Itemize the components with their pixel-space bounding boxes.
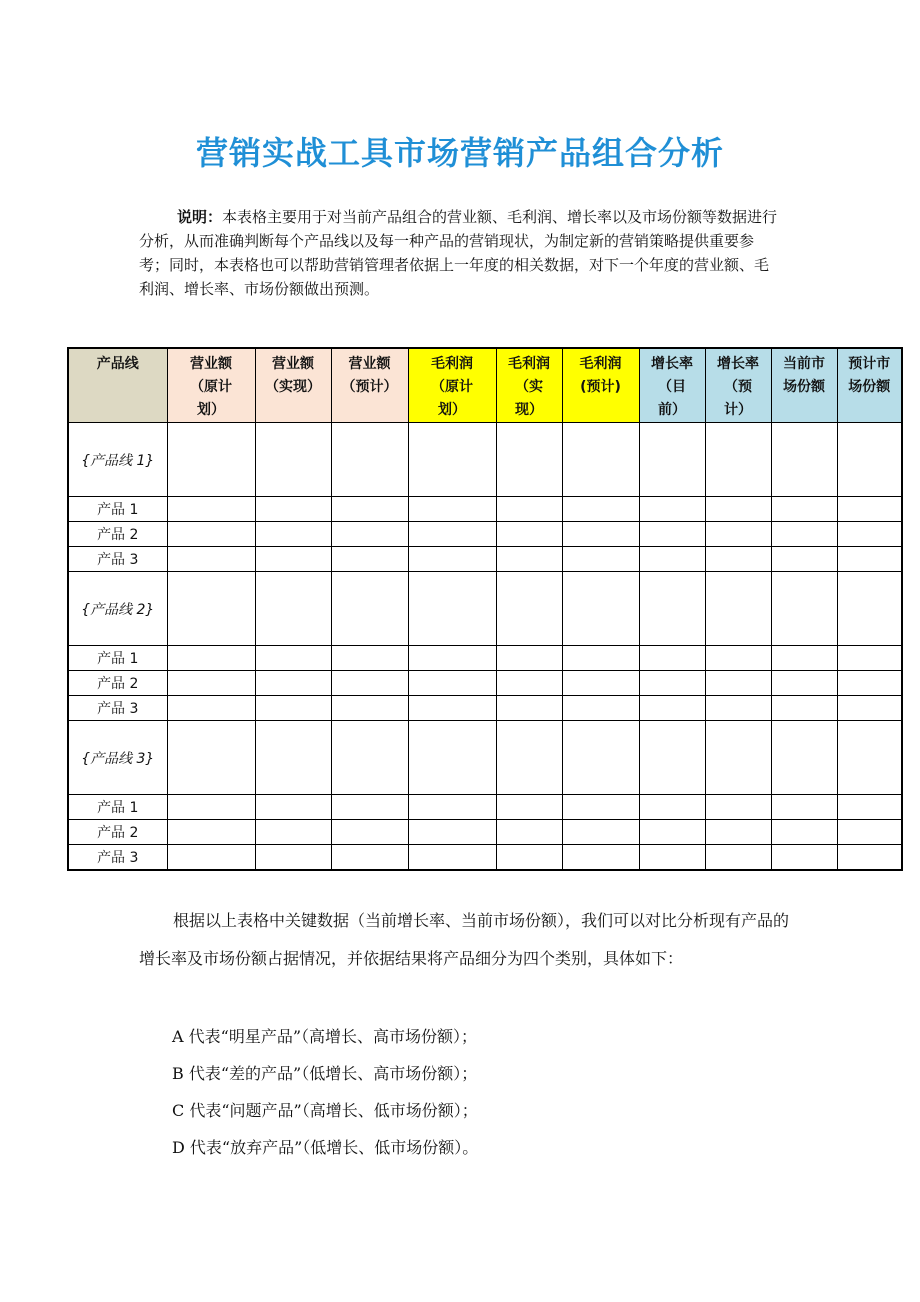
table-row-product: [68, 795, 902, 820]
table-cell[interactable]: [496, 671, 562, 696]
table-cell[interactable]: [771, 696, 837, 721]
table-cell[interactable]: [837, 795, 902, 820]
header-share-forecast: 预计市 场份额: [837, 348, 902, 423]
table-cell[interactable]: [255, 696, 331, 721]
table-cell[interactable]: [771, 845, 837, 871]
table-row-product: [68, 671, 902, 696]
product-name: 产品 1: [68, 497, 167, 522]
table-cell[interactable]: [331, 547, 408, 572]
table-cell[interactable]: [496, 721, 562, 795]
table-cell[interactable]: [408, 572, 496, 646]
table-cell[interactable]: [771, 423, 837, 497]
table-cell[interactable]: [331, 522, 408, 547]
table-cell[interactable]: [496, 522, 562, 547]
table-cell[interactable]: [837, 646, 902, 671]
product-name: 产品 2: [68, 522, 167, 547]
intro-text: 本表格主要用于对当前产品组合的营业额、毛利润、增长率以及市场份额等数据进行分析，从而准确判断每个产品线以及每一种产品的营销现状，为制定新的营销策略提供重要参考；同时，本表格也可以帮助营销管理者依据上一年度的相关数据，对下一个年度的营业额、毛利润、增长率、市场份额做出预测。: [139, 208, 778, 298]
table-cell[interactable]: [837, 820, 902, 845]
table-cell[interactable]: [771, 522, 837, 547]
table-cell[interactable]: [331, 646, 408, 671]
product-portfolio-table: [67, 347, 903, 871]
table-cell[interactable]: [331, 845, 408, 871]
table-row-product: [68, 845, 902, 871]
category-list: [172, 1018, 478, 1166]
header-profit-forecast: 毛利润 (预计): [562, 348, 639, 423]
table-cell[interactable]: [705, 845, 771, 871]
table-cell[interactable]: [331, 696, 408, 721]
table-cell[interactable]: [496, 423, 562, 497]
table-cell[interactable]: [408, 547, 496, 572]
table-cell[interactable]: [167, 795, 255, 820]
intro-lead: 说明：: [177, 208, 223, 226]
table-cell[interactable]: [167, 497, 255, 522]
product-name: 产品 1: [68, 795, 167, 820]
header-profit-actual: 毛利润 （实 现）: [496, 348, 562, 423]
table-cell[interactable]: [408, 845, 496, 871]
header-share-current: 当前市 场份额: [771, 348, 837, 423]
header-row: [68, 348, 902, 423]
table-cell[interactable]: [639, 820, 705, 845]
table-cell[interactable]: [496, 547, 562, 572]
table-cell[interactable]: [639, 497, 705, 522]
table-cell[interactable]: [167, 646, 255, 671]
table-cell[interactable]: [331, 572, 408, 646]
table-cell[interactable]: [705, 795, 771, 820]
table-cell[interactable]: [639, 522, 705, 547]
table-row-product: [68, 820, 902, 845]
table-cell[interactable]: [167, 820, 255, 845]
header-revenue-actual: 营业额 （实现）: [255, 348, 331, 423]
table-cell[interactable]: [562, 671, 639, 696]
table-cell[interactable]: [255, 845, 331, 871]
table-cell[interactable]: [255, 671, 331, 696]
table-cell[interactable]: [562, 721, 639, 795]
table-cell[interactable]: [167, 721, 255, 795]
table-cell[interactable]: [167, 522, 255, 547]
table-cell[interactable]: [771, 795, 837, 820]
table-cell[interactable]: [837, 671, 902, 696]
table-cell[interactable]: [705, 497, 771, 522]
product-name: 产品 1: [68, 646, 167, 671]
table-row-product-line: [68, 721, 902, 795]
table-cell[interactable]: [562, 845, 639, 871]
header-profit-planned: 毛利润 （原计 划）: [408, 348, 496, 423]
header-revenue-forecast: 营业额 （预计）: [331, 348, 408, 423]
table-cell[interactable]: [639, 671, 705, 696]
table-cell[interactable]: [771, 646, 837, 671]
analysis-paragraph: [139, 902, 799, 978]
table-row-product-line: [68, 572, 902, 646]
table-cell[interactable]: [408, 820, 496, 845]
table-cell[interactable]: [408, 497, 496, 522]
table-cell[interactable]: [562, 820, 639, 845]
table-row-product: [68, 646, 902, 671]
table-cell[interactable]: [167, 845, 255, 871]
table-cell[interactable]: [496, 795, 562, 820]
table-cell[interactable]: [837, 522, 902, 547]
table-cell[interactable]: [639, 795, 705, 820]
product-line-name: {产品线 1}: [68, 423, 167, 497]
product-name: 产品 3: [68, 547, 167, 572]
product-line-name: {产品线 3}: [68, 721, 167, 795]
analysis-text: 根据以上表格中关键数据（当前增长率、当前市场份额），我们可以对比分析现有产品的增长率及市场份额占据情况，并依据结果将产品细分为四个类别，具体如下：: [139, 911, 790, 968]
table-cell[interactable]: [255, 795, 331, 820]
table-cell[interactable]: [771, 671, 837, 696]
table-cell[interactable]: [562, 795, 639, 820]
table-cell[interactable]: [771, 547, 837, 572]
table-cell[interactable]: [408, 721, 496, 795]
table-cell[interactable]: [255, 423, 331, 497]
table-cell[interactable]: [496, 820, 562, 845]
table-cell[interactable]: [255, 646, 331, 671]
table-cell[interactable]: [255, 721, 331, 795]
table-cell[interactable]: [639, 646, 705, 671]
table-cell[interactable]: [705, 572, 771, 646]
table-cell[interactable]: [705, 721, 771, 795]
table-cell[interactable]: [771, 572, 837, 646]
table-cell[interactable]: [496, 646, 562, 671]
table-cell[interactable]: [771, 497, 837, 522]
table-row-product: [68, 547, 902, 572]
table-cell[interactable]: [837, 497, 902, 522]
table-cell[interactable]: [705, 696, 771, 721]
product-name: 产品 2: [68, 671, 167, 696]
header-growth-forecast: 增长率 （预 计）: [705, 348, 771, 423]
table-row-product: [68, 696, 902, 721]
product-line-name: {产品线 2}: [68, 572, 167, 646]
table-cell[interactable]: [837, 845, 902, 871]
table-row-product: [68, 497, 902, 522]
table-row-product-line: [68, 423, 902, 497]
table-cell[interactable]: [331, 671, 408, 696]
table-cell[interactable]: [562, 646, 639, 671]
table-cell[interactable]: [837, 721, 902, 795]
table-cell[interactable]: [562, 522, 639, 547]
table-cell[interactable]: [562, 497, 639, 522]
category-b: B 代表“差的产品”（低增长、高市场份额）；: [172, 1064, 478, 1083]
table-cell[interactable]: [562, 696, 639, 721]
table-cell[interactable]: [255, 547, 331, 572]
table-cell[interactable]: [496, 497, 562, 522]
table-cell[interactable]: [639, 547, 705, 572]
table-cell[interactable]: [639, 572, 705, 646]
table-cell[interactable]: [408, 671, 496, 696]
table-cell[interactable]: [255, 572, 331, 646]
table-cell[interactable]: [408, 423, 496, 497]
table-cell[interactable]: [167, 547, 255, 572]
table-cell[interactable]: [255, 522, 331, 547]
table-cell[interactable]: [705, 547, 771, 572]
table-cell[interactable]: [331, 721, 408, 795]
table-cell[interactable]: [705, 423, 771, 497]
table-cell[interactable]: [408, 646, 496, 671]
table-cell[interactable]: [331, 497, 408, 522]
table-cell[interactable]: [331, 795, 408, 820]
table-cell[interactable]: [771, 721, 837, 795]
header-growth-current: 增长率 （目 前）: [639, 348, 705, 423]
table-cell[interactable]: [639, 845, 705, 871]
category-a: A 代表“明星产品”（高增长、高市场份额）；: [172, 1027, 478, 1046]
table-cell[interactable]: [705, 646, 771, 671]
table-cell[interactable]: [255, 497, 331, 522]
intro-paragraph: [139, 205, 779, 301]
header-product-line: 产品线: [68, 348, 167, 423]
table-cell[interactable]: [771, 820, 837, 845]
table-cell[interactable]: [331, 423, 408, 497]
table-cell[interactable]: [408, 696, 496, 721]
table-cell[interactable]: [639, 696, 705, 721]
table-cell[interactable]: [496, 572, 562, 646]
table-cell[interactable]: [562, 547, 639, 572]
product-name: 产品 3: [68, 696, 167, 721]
category-c: C 代表“问题产品”（高增长、低市场份额）；: [172, 1101, 478, 1120]
table-cell[interactable]: [837, 572, 902, 646]
table-cell[interactable]: [167, 671, 255, 696]
table-cell[interactable]: [639, 423, 705, 497]
table-cell[interactable]: [496, 696, 562, 721]
product-name: 产品 3: [68, 845, 167, 871]
table-cell[interactable]: [705, 522, 771, 547]
table-cell[interactable]: [837, 696, 902, 721]
table-cell[interactable]: [408, 795, 496, 820]
table-cell[interactable]: [705, 820, 771, 845]
table-cell[interactable]: [837, 547, 902, 572]
table-cell[interactable]: [167, 696, 255, 721]
table-cell[interactable]: [255, 820, 331, 845]
table-cell[interactable]: [639, 721, 705, 795]
table-row-product: [68, 522, 902, 547]
table-cell[interactable]: [705, 671, 771, 696]
table-cell[interactable]: [837, 423, 902, 497]
header-revenue-planned: 营业额 （原计 划）: [167, 348, 255, 423]
table-cell[interactable]: [496, 845, 562, 871]
table-cell[interactable]: [331, 820, 408, 845]
table-cell[interactable]: [562, 572, 639, 646]
page-title: 营销实战工具市场营销产品组合分析: [195, 134, 724, 172]
table-cell[interactable]: [167, 572, 255, 646]
table-cell[interactable]: [562, 423, 639, 497]
product-name: 产品 2: [68, 820, 167, 845]
table-cell[interactable]: [408, 522, 496, 547]
category-d: D 代表“放弃产品”（低增长、低市场份额）。: [172, 1138, 479, 1157]
table-cell[interactable]: [167, 423, 255, 497]
